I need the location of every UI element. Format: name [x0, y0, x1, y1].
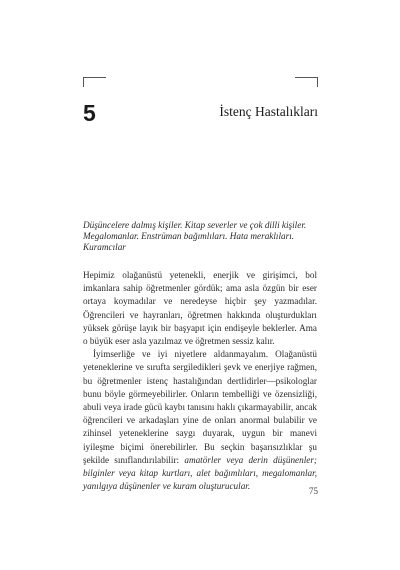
paragraph-text: İyimserliğe ve iyi niyetlere aldanmayalım. Olağanüstü yeteneklerine ve sırufta sergiledikleri şevk ve enerjiye rağmen, bu öğretmenler istenç hastalığından dertlidirler—psikologlar bunu böyle görmeyebilirler. Onların tembelliği ve özensizliği, abuli veya irade gücü kaybı tanısını haklı çıkarmayabilir, ancak öğrencileri ve arkadaşları yine de onları anormal bulabilir ve zihinsel yeteneklerine saygı duyarak, uygun bir manevi iyileşme biçimi önerebilirler. Bu seçkin başarısızlıklar şu şekilde sınıflandırılabilir:	[83, 349, 317, 465]
page-number: 75	[309, 486, 318, 496]
epigraph-line: Düşüncelere dalmış kişiler. Kitap severler ve çok dilli kişiler.	[83, 220, 307, 230]
chapter-number: 5	[83, 100, 96, 126]
paragraph	[83, 348, 317, 493]
epigraph-line: Kuramcılar	[83, 242, 126, 252]
epigraph-line: Megalomanlar. Enstrüman bağımlıları. Hata meraklıları.	[83, 231, 295, 241]
crop-mark-right	[295, 77, 318, 87]
chapter-title: İstenç Hastalıkları	[219, 104, 318, 119]
chapter-epigraph	[83, 220, 319, 253]
chapter-body	[83, 269, 317, 493]
paragraph: Hepimiz olağanüstü yetenekli, enerjik ve girişimci, bol imkanlara sahip öğretmenler gördük; ama asla özgün bir eser ortaya koymadılar ve neredeyse hiçbir şey yazmadılar. Öğrencileri ve hayranları, öğretmen hakkında oluşturdukları yüksek görüşe layık bir başyapıt için endişeyle beklerler. Ama o büyük eser asla yazılmaz ve öğretmen sessiz kalır.	[83, 270, 317, 347]
crop-mark-left	[83, 77, 106, 87]
paragraph-italic-text: amatörler veya derin düşünenler; bilginler veya kitap kurtları, alet bağımlıları, megalomanlar, yanılgıya düşünenler ve kuram oluşturucular.	[83, 454, 317, 492]
